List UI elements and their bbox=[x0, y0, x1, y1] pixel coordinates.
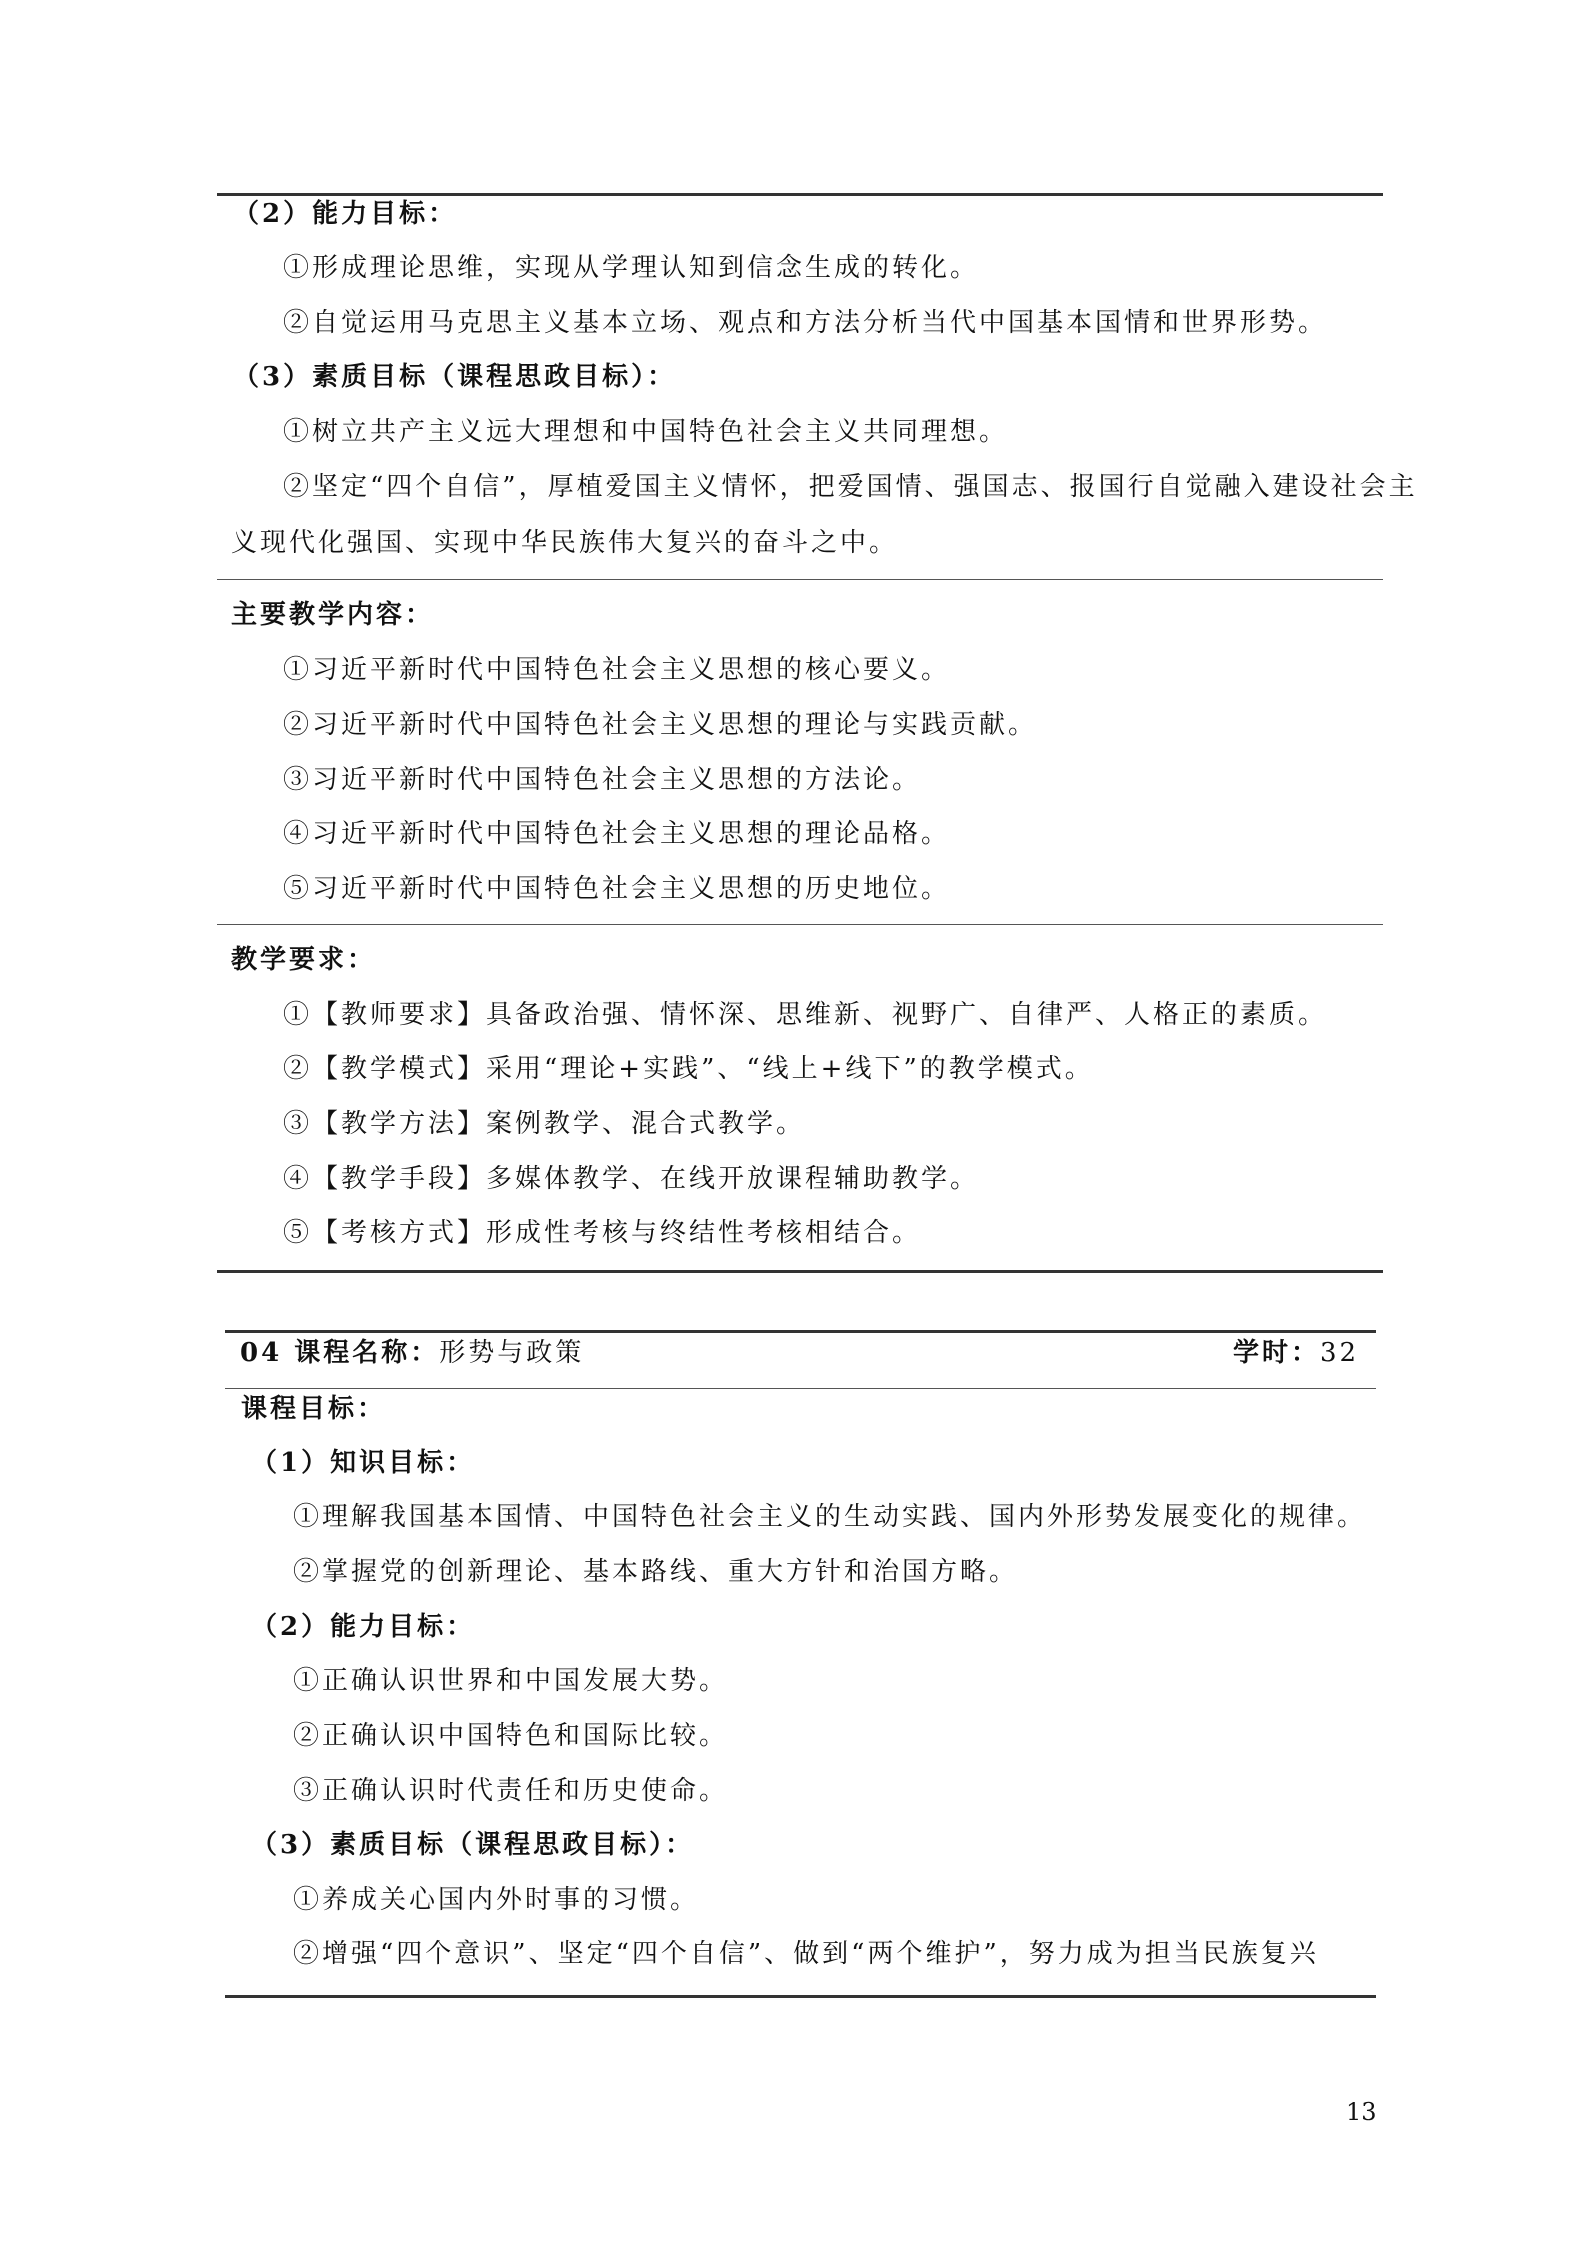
list-item: ④【教学手段】多媒体教学、在线开放课程辅助教学。 bbox=[283, 1164, 980, 1194]
list-item: 义现代化强国、实现中华民族伟大复兴的奋斗之中。 bbox=[231, 528, 899, 558]
list-item: ②自觉运用马克思主义基本立场、观点和方法分析当代中国基本国情和世界形势。 bbox=[283, 308, 1328, 338]
list-item: ①养成关心国内外时事的习惯。 bbox=[293, 1885, 700, 1915]
list-item: ③正确认识时代责任和历史使命。 bbox=[293, 1776, 729, 1806]
course-goals-heading: 课程目标： bbox=[241, 1394, 387, 1424]
teaching-requirements-heading: 教学要求： bbox=[231, 945, 377, 975]
table-top-border bbox=[225, 1330, 1376, 1333]
list-item: ①形成理论思维，实现从学理认知到信念生成的转化。 bbox=[283, 253, 980, 283]
quality-goal-heading: （3）素质目标（课程思政目标）： bbox=[233, 362, 677, 392]
list-item: ①正确认识世界和中国发展大势。 bbox=[293, 1666, 729, 1696]
course-hours-label: 学时： bbox=[1233, 1338, 1321, 1368]
course-hours bbox=[1233, 1336, 1359, 1370]
list-item: ⑤习近平新时代中国特色社会主义思想的历史地位。 bbox=[283, 874, 951, 904]
course-name-value: 形势与政策 bbox=[439, 1338, 585, 1368]
knowledge-goal-heading: （1）知识目标： bbox=[251, 1448, 476, 1478]
list-item: ④习近平新时代中国特色社会主义思想的理论品格。 bbox=[283, 819, 951, 849]
list-item: ⑤【考核方式】形成性考核与终结性考核相结合。 bbox=[283, 1218, 922, 1248]
course-hours-value: 32 bbox=[1320, 1338, 1360, 1368]
course-name-label: 04 课程名称： bbox=[240, 1338, 440, 1368]
main-content-heading: 主要教学内容： bbox=[231, 600, 435, 630]
section-divider bbox=[217, 924, 1383, 925]
list-item: ②【教学模式】采用“理论+实践”、“线上+线下”的教学模式。 bbox=[283, 1054, 1094, 1084]
row-divider bbox=[225, 1388, 1376, 1389]
list-item: ①习近平新时代中国特色社会主义思想的核心要义。 bbox=[283, 655, 951, 685]
table-bottom-border bbox=[217, 1270, 1383, 1273]
list-item: ②习近平新时代中国特色社会主义思想的理论与实践贡献。 bbox=[283, 710, 1038, 740]
list-item: ①理解我国基本国情、中国特色社会主义的生动实践、国内外形势发展变化的规律。 bbox=[293, 1502, 1367, 1532]
list-item: ①【教师要求】具备政治强、情怀深、思维新、视野广、自律严、人格正的素质。 bbox=[283, 1000, 1328, 1030]
quality-goal-heading: （3）素质目标（课程思政目标）： bbox=[251, 1830, 695, 1860]
list-item: ②增强“四个意识”、坚定“四个自信”、做到“两个维护”，努力成为担当民族复兴 bbox=[293, 1939, 1319, 1969]
ability-goal-heading: （2）能力目标： bbox=[233, 199, 458, 229]
list-item: ②坚定“四个自信”，厚植爱国主义情怀，把爱国情、强国志、报国行自觉融入建设社会主 bbox=[283, 472, 1418, 502]
list-item: ③习近平新时代中国特色社会主义思想的方法论。 bbox=[283, 765, 922, 795]
list-item: ②掌握党的创新理论、基本路线、重大方针和治国方略。 bbox=[293, 1557, 1019, 1587]
list-item: ③【教学方法】案例教学、混合式教学。 bbox=[283, 1109, 806, 1139]
ability-goal-heading: （2）能力目标： bbox=[251, 1612, 476, 1642]
table-bottom-border bbox=[225, 1995, 1376, 1998]
section-divider bbox=[217, 579, 1383, 580]
table-top-border bbox=[217, 193, 1383, 196]
page-number: 13 bbox=[1346, 2098, 1377, 2126]
list-item: ②正确认识中国特色和国际比较。 bbox=[293, 1721, 729, 1751]
list-item: ①树立共产主义远大理想和中国特色社会主义共同理想。 bbox=[283, 417, 1009, 447]
course-name-row bbox=[240, 1336, 584, 1370]
